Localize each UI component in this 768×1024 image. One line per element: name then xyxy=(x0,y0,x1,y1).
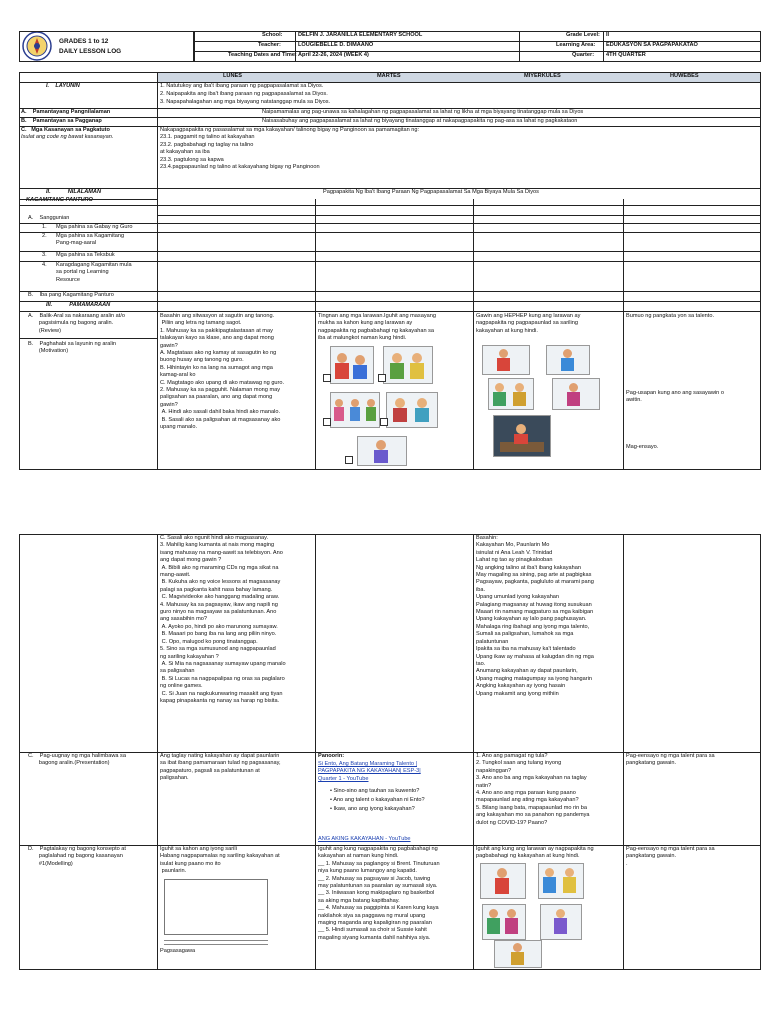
proc-d-label: D. Pagtalakay ng bagong konsepto at paglalahad ng bagong kasanayan #1(Modelling) xyxy=(28,846,126,867)
pamantayan-a-text: Naipamamalas ang pag-unawa sa kahalagahan ng pagpapasalamat sa lahat ng likha at mga biyayang tinatanggap mula sa Diyos xyxy=(262,109,584,115)
answer-box[interactable] xyxy=(323,374,331,382)
pamantayan-c-text: Nakapagpapakita ng pasasalamat sa mga kakayahan/ talinong bigay ng Panginoon sa pamamagitan ng: 23.1. paggamit ng talino at kakayahan 23.2. pagbabahagi ng taglay na talino at kakayahan sa iba 23.3. pagtulong sa kapwa 23.4.pagpapaunlad ng talino at kakayahang bigay ng Panginoon xyxy=(160,127,420,171)
learning-area-value: EDUKASYON SA PAGPAPAKATAO xyxy=(606,42,698,48)
layunin-label: I. LAYUNIN xyxy=(46,83,80,89)
school-label: School: xyxy=(262,32,283,38)
child-singing-image xyxy=(480,863,526,899)
proc-b-label: B. Paghahabi sa layunin ng aralin (Motivation) xyxy=(28,341,117,355)
question-2-text: Ano ang talent o kakayahan ni Ento? xyxy=(333,797,425,803)
child-alone-image xyxy=(357,436,407,466)
child-playing-image xyxy=(546,345,590,375)
pamantayan-a-label: A. Pamantayang Pangnilalaman xyxy=(21,109,111,115)
pagsasagawa-label: Pagsasagawa xyxy=(160,948,196,954)
learning-area-label: Learning Area: xyxy=(556,42,596,48)
proc-a-miyerkules: Gawin ang HEPHEP kung ang larawan ay nagpapakita ng pagpapaunlad sa sariling kakayahan at kung hindi. xyxy=(476,313,581,334)
children-reading-image xyxy=(386,392,438,428)
child-reading-alone-image xyxy=(494,940,542,968)
question-2: • Ano ang talent o kakayahan ni Ento? xyxy=(330,797,425,803)
header-divider xyxy=(519,31,520,62)
row-divider xyxy=(19,338,157,339)
question-3-text: Ikaw, ano ang iyong kakayahan? xyxy=(333,806,415,812)
question-3: • Ikaw, ano ang iyong kakayahan? xyxy=(330,806,415,812)
lesson-log-page-1 xyxy=(0,0,768,470)
writing-line xyxy=(164,940,268,941)
children-playing-image xyxy=(383,346,433,384)
answer-box[interactable] xyxy=(345,456,353,464)
proc-c-huwebes: Pag-eensayo ng mga talent para sa pangkatang gawain. xyxy=(626,753,715,767)
teacher-label: Teacher: xyxy=(258,42,281,48)
column-divider xyxy=(315,199,316,470)
children-teaching-image xyxy=(482,904,526,940)
grade-level-value: II xyxy=(606,32,610,38)
column-divider xyxy=(623,199,624,470)
day-martes: MARTES xyxy=(377,73,401,79)
video-link-kakayahan[interactable]: ANG AKING KAKAYAHAN - YouTube xyxy=(318,836,411,842)
question-1: • Sino-sino ang tauhan sa kuwento? xyxy=(330,788,420,794)
row-divider xyxy=(19,205,761,206)
row-divider xyxy=(19,291,761,292)
proc-a-lunes-continued: C. Sasali ako ngunit hindi ako magsasanay. 3. Mahilig kang kumanta at nais mong maging isang mahusay na mang-aawit sa telebisyon. Ano ang dapat mong gawin ? A. Bibili ako ng maraming CDs ng mga sikat na mang-aawit. B. Kukuha ako ng voice lessons at magsasanay palagi sa pagkanta kahit nasa bahay lamang. C. Magvivideoke ako hanggang madaling araw. 4. Mahusay ka sa pagsayaw, ikaw ang napili ng guro ninyo na magsayaw sa palatuntunan. Ano ang sasabihin mo? A. Ayoko po, hindi po ako marunong sumayaw. B. Maaari po bang iba na lang ang piliin ninyo. C. Opo, malugod ko pong tinatanggap. 5. Sino sa mga sumusunod ang nagpapaunlad ng sariling kakayahan ? A. Si Mia na nagsasanay sumayaw upang manalo sa paligsahan B. Si Lucas na nagpapalipas ng oras sa paglalaro ng online games. C. Si Juan na nagkukunwaring masakit ang tiyan kapag pinapakanta ng nanay sa harap ng bisita. xyxy=(160,535,286,704)
dates-label: Teaching Dates and Time: xyxy=(228,52,297,58)
lesson-log-page-2 xyxy=(0,530,768,1024)
child-dancing-image xyxy=(552,378,600,410)
proc-d-lunes: Iguhit sa kahon ang iyong sarili Habang nagpapamalas ng sariling kakayahan at isulat kung paano mo ito paunlarin. xyxy=(160,846,280,875)
day-miyerkules: MIYERKULES xyxy=(524,73,561,79)
grades-label: GRADES 1 to 12 xyxy=(59,38,109,45)
header-title-box xyxy=(19,31,194,62)
answer-box[interactable] xyxy=(378,374,386,382)
grade-level-label: Grade Level: xyxy=(566,32,600,38)
child-sport-image xyxy=(482,345,530,375)
nilalaman-text: Pagpapakita Ng Iba't Ibang Paraan Ng Pagpapasalamat Sa Mga Biyaya Mula Sa Diyos xyxy=(323,189,539,195)
pamantayan-c-sub: Isulat ang code ng bawat kasanayan. xyxy=(21,134,114,140)
proc-c-label: C. Pag-uugnay ng mga halimbawa sa bagong aralin.(Presentation) xyxy=(28,753,126,767)
proc-d-huwebes: Pag-eensayo ng mga talent para sa pangkatang gawain. . xyxy=(626,846,715,867)
pamantayan-b-text: Naisasabuhay ang pagpapasalamat sa lahat ng biyayang tinatanggap at nakapagpapakita ng pag-asa sa lahat ng pagkakataon xyxy=(262,118,578,124)
children-practice-image xyxy=(488,378,534,410)
children-group-image xyxy=(330,392,380,428)
child-drawing-image xyxy=(540,904,582,940)
quarter-label: Quarter: xyxy=(572,52,595,58)
dates-value: April 22-26, 2024 (WEEK 4) xyxy=(298,52,369,58)
row-divider xyxy=(19,82,761,83)
sanggunian-1: 1. Mga pahina sa Gabay ng Guro xyxy=(42,224,133,230)
proc-a-huwebes-3: Mag-ensayo. xyxy=(626,444,659,450)
row-divider xyxy=(19,311,761,312)
proc-c-lunes: Ang taglay nating kakayahan ay dapat paunlarin sa ibat ibang pamamaraan tulad ng pagsasanay, pagpapaturo, pagsali sa palatuntunan at paligsahan. xyxy=(160,753,281,782)
answer-box[interactable] xyxy=(323,418,331,426)
sanggunian-3: 3. Mga pahina sa Teksbuk xyxy=(42,252,115,258)
proc-a-label: A. Balik-Aral sa nakaraang aralin at/o pagsisimula ng bagong aralin. (Review) xyxy=(28,313,126,334)
teacher-value: LOUGIEBELLE D. DIMAANO xyxy=(298,42,374,48)
column-divider xyxy=(157,72,158,470)
sanggunian-2: 2. Mga pahina sa Kagamitang Pang-mag-aaral xyxy=(42,233,125,247)
proc-a-lunes: Basahin ang sitwasyon at sagutin ang tanong. Piliin ang letra ng tamang sagot. 1. Mahusay ka sa pakikipagtalastasan at may talakayan kayo sa klase, ano ang dapat mong gawin? A. Magtataas ako ng kamay at sasagutin ko ng buong husay ang tanong ng guro. B. Hihintayin ko na lang na sumagot ang mga kamag-aral ko C. Magtatago ako upang di ako matawag ng guro. 2. Mahusay ka sa pagguhit. Nalaman mong may paligsahan sa paaralan, ano ang dapat mong gawin? A. Hindi ako sasali dahil baka hindi ako manalo. B. Sasali ako sa paligsahan at magsasanay ako upang manalo. xyxy=(160,313,285,431)
row-divider xyxy=(19,301,761,302)
panoorin-label: Panoorin: xyxy=(318,753,345,759)
drawing-box[interactable] xyxy=(164,879,268,935)
stage-performance-image xyxy=(493,415,551,457)
daily-lesson-log-label: DAILY LESSON LOG xyxy=(59,48,122,55)
poem-text: Basahin: Kakayahan Mo, Paunlarin Mo isinulat ni Ana Leah V. Trinidad Lahat ng tao ay pinagkalooban Ng angking talino at iba't ibang kakayahan May magaling sa sining, pag arte at pagbigkas Pagsayaw, pagkanta, pagluluto at marami pang iba. Upang umunlad iyong kakayahan Palagiang magsanay at huwag itong susukuan Maaari rin namang magpaturo sa mga kaibigan Upang kakayahan ay lalo pang paghusayan. Mahalaga ring ibahagi ang iyong mga talento, Sumali sa paligsahan, lumahok sa mga palatuntunan Ipakita sa iba na mahusay ka't talentado Upang ikaw ay mahasa at kalugdan din ng mga tao. Anumang kakayahan ay dapat paunlarin, Upang maging matagumpay sa iyong hangarin Angking kakayahan ay iyong hasain Upang makamit ang iyong mithiin xyxy=(476,535,594,697)
proc-a-huwebes-2: Pag-usapan kung ano ang sasayawin o awitin. xyxy=(626,390,724,404)
column-divider xyxy=(473,199,474,470)
proc-c-miyerkules: 1. Ano ang pamagat ng tula? 2. Tungkol saan ang tulang inyong napakinggan? 3. Ano ano ba ang mga kakayahan na taglay natin? 4. Ano ano ang mga paraan kung paano mapapaunlad ang ating mga kakayahan? 5. Bilang isang bata, mapapaunlad mo rin ba ang kakayahan mo sa panahon ng pandemya dulot ng COVID-19? Paano? xyxy=(476,753,590,826)
children-sharing-toys-image xyxy=(538,863,584,899)
school-value: DELFIN J. JARANILLA ELEMENTARY SCHOOL xyxy=(298,32,423,38)
answer-box[interactable] xyxy=(380,418,388,426)
iba-pang-kagamitan: B. Iba pang Kagamitang Panturo xyxy=(28,292,114,298)
sanggunian-label: A. Sanggunian xyxy=(28,215,70,221)
proc-d-martes: Iguhit ang kung nagpapakita ng pagbabahagi ng kakayahan at naman kung hindi. __ 1. Mahusay sa paglangoy si Brent. Tinuturuan niya kung paano lumangoy ang kapatid. __ 2. Mahusay sa pagsayaw si Jacob, tuwing may palatuntunan sa paaralan ay sumasali siya. __ 3. Iniiwasan kong makipaglaro ng basketbol sa aking mga batang kapitbahay. __ 4. Mahusay sa paggipinta si Karen kung kaya nakilahok siya sa paggawa ng mural upang maging maganda ang kapaligiran ng paaralan __ 5. Hindi sumasali sa choir si Sussie kahit magaling siyang kumanta dahil nahihiya siya. xyxy=(318,846,440,941)
children-sharing-image xyxy=(330,346,374,384)
row-divider xyxy=(19,232,761,233)
kagamitan-label: KAGAMITANG PANTURO xyxy=(26,197,93,203)
writing-line xyxy=(164,944,268,945)
day-huwebes: HUWEBES xyxy=(670,73,699,79)
quarter-value: 4TH QUARTER xyxy=(606,52,646,58)
video-link-ento[interactable]: Si Ento, Ang Batang Maraming Talento | PAGPAPAKITA NG KAKAYAHAN| ESP-3| Quarter 1 - YouTube xyxy=(318,761,421,782)
proc-a-martes: Tingnan ang mga larawan.Iguhit ang masayang mukha sa kahon kung ang larawan ay nagpapakita ng pagbabahagi ng kakayahan sa iba at malungkot naman kung hindi. xyxy=(318,313,436,342)
header-divider xyxy=(603,31,604,62)
question-1-text: Sino-sino ang tauhan sa kuwento? xyxy=(333,788,420,794)
pamantayan-c-label: C. Mga Kasanayan sa Pagkatuto xyxy=(21,127,110,133)
layunin-item-1: 1. Natutukoy ang iba't ibang paraan ng pagpapasalamat sa Diyos. xyxy=(160,83,324,89)
sanggunian-4: 4. Karagdagang Kagamitan mula sa portal ng Learning Resource xyxy=(42,262,132,283)
row-divider xyxy=(158,215,760,216)
pamamaraan-label: III. PAMAMARAAN xyxy=(46,302,111,308)
row-divider xyxy=(19,199,157,200)
nilalaman-label: II. NILALAMAN xyxy=(46,189,102,195)
proc-a-huwebes-1: Bumuo ng pangkata yon sa talento. xyxy=(626,313,715,319)
pamantayan-b-label: B. Pamantayan sa Pagganap xyxy=(21,118,102,124)
layunin-item-2: 2. Naipapakita ang iba't ibang paraan ng pagpapasalamat sa Diyos. xyxy=(160,91,328,97)
layunin-item-3: 3. Napapahalagahan ang mga biyayang natatanggap mula sa Diyos. xyxy=(160,99,331,105)
proc-d-miyerkules: Iguhit ang kung ang larawan ay nagpapakita ng pagbabahagi ng kakayahan at kung hindi. xyxy=(476,846,594,860)
row-divider xyxy=(19,251,761,252)
day-lunes: LUNES xyxy=(223,73,242,79)
